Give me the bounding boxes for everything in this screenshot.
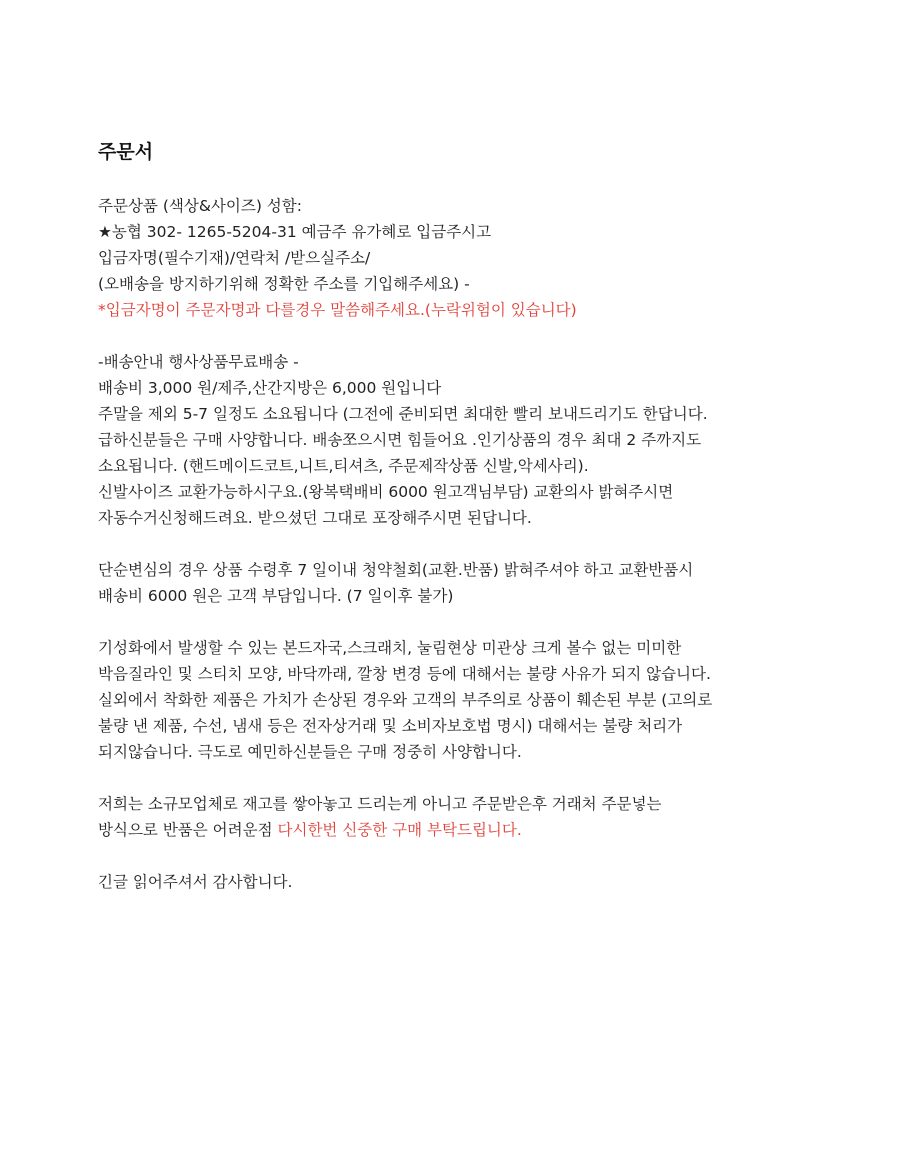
shipping-line: 주말을 제외 5-7 일정도 소요됩니다 (그전에 준비되면 최대한 빨리 보내드리기도 한답니다. [98,405,708,423]
order-info-section [98,193,860,323]
defects-line: 박음질라인 및 스티치 모양, 바닥까래, 깔창 변경 등에 대해서는 불량 사유가 되지 않습니다. [98,665,711,683]
defects-line: 되지않습니다. 극도로 예민하신분들은 구매 정중히 사양합니다. [98,743,522,761]
defects-line: 실외에서 착화한 제품은 가치가 손상된 경우와 고객의 부주의로 상품이 훼손된 부분 (고의로 [98,691,713,709]
shipping-line: 급하신분들은 구매 사양합니다. 배송쪼으시면 힘들어요 .인기상품의 경우 최대 2 주까지도 [98,431,702,449]
refund-section [98,557,860,609]
shipping-line: 신발사이즈 교환가능하시구요.(왕복택배비 6000 원고객님부담) 교환의사 밝혀주시면 [98,483,674,501]
refund-line: 단순변심의 경우 상품 수령후 7 일이내 청약철회(교환.반품) 밝혀주셔야 하고 교환반품시 [98,561,694,579]
order-info-line: (오배송을 방지하기위해 정확한 주소를 기입해주세요) - [98,275,470,293]
closing-line: 긴글 읽어주셔서 감사합니다. [98,873,293,891]
defects-line: 기성화에서 발생할 수 있는 본드자국,스크래치, 눌림현상 미관상 크게 볼수 없는 미미한 [98,639,682,657]
shipping-line: 자동수거신청해드려요. 받으셨던 그대로 포장해주시면 된답니다. [98,509,532,527]
shipping-heading: -배송안내 행사상품무료배송 - [98,353,299,371]
order-info-line: 입금자명(필수기재)/연락처 /받으실주소/ [98,249,371,267]
shipping-line: 소요됩니다. (핸드메이드코트,니트,티셔츠, 주문제작상품 신발,악세사리). [98,457,589,475]
notice-line [98,817,860,843]
shipping-line: 배송비 3,000 원/제주,산간지방은 6,000 원입니다 [98,379,442,397]
closing-section [98,869,860,895]
page-title: 주문서 [98,141,154,163]
bank-account-line: ★농협 302- 1265-5204-31 예금주 유가혜로 입금주시고 [98,223,492,241]
depositor-warning: *입금자명이 주문자명과 다를경우 말씀해주세요.(누락위험이 있습니다) [98,301,577,319]
notice-line: 저희는 소규모업체로 재고를 쌓아놓고 드리는게 아니고 주문받은후 거래처 주문넣는 [98,795,662,813]
defects-section [98,635,860,765]
defects-line: 불량 낸 제품, 수선, 냄새 등은 전자상거래 및 소비자보호법 명시) 대해서는 불량 처리가 [98,717,683,735]
shipping-section [98,349,860,531]
notice-text: 방식으로 반품은 어려운점 [98,821,278,839]
refund-line: 배송비 6000 원은 고객 부담입니다. (7 일이후 불가) [98,587,454,605]
notice-section [98,791,860,843]
order-info-line: 주문상품 (색상&사이즈) 성함: [98,197,302,215]
notice-highlight: 다시한번 신중한 구매 부탁드립니다. [277,821,522,839]
